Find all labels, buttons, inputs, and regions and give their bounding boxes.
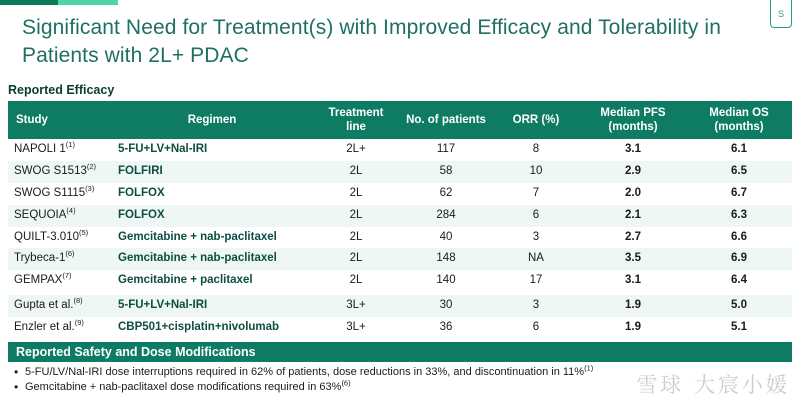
cell-treatment-line: 2L [312, 161, 400, 183]
cell-pfs: 1.9 [580, 317, 686, 339]
cell-patients: 58 [400, 161, 492, 183]
cell-patients: 284 [400, 205, 492, 227]
corner-badge: S [770, 0, 792, 28]
cell-regimen: 5-FU+LV+Nal-IRI [112, 294, 312, 317]
table-row [8, 139, 792, 161]
cell-os: 6.5 [686, 161, 792, 183]
cell-study [8, 183, 112, 205]
cell-patients: 148 [400, 248, 492, 270]
column-header-study: Study [8, 101, 112, 140]
cell-study [8, 161, 112, 183]
study-name: NAPOLI 1 [14, 143, 66, 156]
cell-regimen: 5-FU+LV+Nal-IRI [112, 139, 312, 161]
cell-os: 6.6 [686, 227, 792, 249]
cell-orr: 3 [492, 294, 580, 317]
cell-patients: 30 [400, 294, 492, 317]
study-footnote: (9) [74, 317, 84, 327]
cell-orr: 3 [492, 227, 580, 249]
accent-bar-segment-dark [0, 0, 58, 5]
list-item [14, 380, 792, 395]
safety-section-label: Reported Safety and Dose Modifications [8, 342, 792, 362]
study-footnote: (3) [85, 184, 95, 194]
table-header-row [8, 101, 792, 140]
study-footnote: (1) [65, 140, 75, 150]
accent-bar-segment-light [58, 0, 118, 5]
bullet-text: 5-FU/LV/Nal-IRI dose interruptions required in 62% of patients, dose reductions in 33%, and discontinuation in 11% [25, 365, 585, 378]
study-name: SWOG S1115 [14, 187, 86, 200]
list-item [14, 362, 792, 380]
bullet-footnote: (1) [584, 362, 594, 372]
cell-pfs: 3.5 [580, 248, 686, 270]
column-header-median-pfs: Median PFS (months) [580, 101, 686, 140]
cell-study [8, 317, 112, 339]
cell-study [8, 248, 112, 270]
cell-patients: 117 [400, 139, 492, 161]
study-name: Enzler et al. [14, 320, 75, 333]
cell-treatment-line: 2L [312, 205, 400, 227]
cell-orr: 8 [492, 139, 580, 161]
study-name: Gupta et al. [14, 299, 74, 312]
table-row [8, 205, 792, 227]
cell-os: 6.1 [686, 139, 792, 161]
table-row [8, 248, 792, 270]
study-name: SEQUOIA [14, 208, 67, 221]
column-header-regimen: Regimen [112, 101, 312, 140]
cell-os: 6.4 [686, 270, 792, 293]
cell-pfs: 2.0 [580, 183, 686, 205]
cell-patients: 62 [400, 183, 492, 205]
cell-treatment-line: 2L+ [312, 139, 400, 161]
table-row [8, 183, 792, 205]
cell-os: 6.9 [686, 248, 792, 270]
efficacy-table [8, 101, 792, 339]
study-name: SWOG S1513 [14, 165, 87, 178]
cell-treatment-line: 2L [312, 270, 400, 293]
page-title: Significant Need for Treatment(s) with Improved Efficacy and Tolerability in Patients with 2L+ PDAC [22, 16, 721, 68]
cell-os: 6.7 [686, 183, 792, 205]
cell-pfs: 3.1 [580, 270, 686, 293]
cell-os: 6.3 [686, 205, 792, 227]
column-header-no-of-patients: No. of patients [400, 101, 492, 140]
bullet-text: Gemcitabine + nab-paclitaxel dose modifications required in 63% [25, 381, 342, 394]
cell-regimen: FOLFIRI [112, 161, 312, 183]
cell-pfs: 1.9 [580, 294, 686, 317]
study-footnote: (7) [62, 271, 72, 281]
cell-orr: 17 [492, 270, 580, 293]
cell-orr: 6 [492, 317, 580, 339]
table-row [8, 294, 792, 317]
column-header-treatment-line: Treatment line [312, 101, 400, 140]
cell-orr: 7 [492, 183, 580, 205]
table-row [8, 161, 792, 183]
cell-pfs: 2.1 [580, 205, 686, 227]
cell-treatment-line: 2L [312, 183, 400, 205]
table-row [8, 227, 792, 249]
cell-regimen: CBP501+cisplatin+nivolumab [112, 317, 312, 339]
cell-treatment-line: 2L [312, 227, 400, 249]
cell-regimen: FOLFOX [112, 183, 312, 205]
study-footnote: (6) [65, 249, 75, 259]
cell-treatment-line: 3L+ [312, 294, 400, 317]
column-header-median-os: Median OS (months) [686, 101, 792, 140]
cell-study [8, 294, 112, 317]
study-footnote: (5) [79, 227, 89, 237]
table-row [8, 317, 792, 339]
study-name: GEMPAX [14, 274, 63, 287]
study-name: QUILT-3.010 [14, 230, 79, 243]
cell-os: 5.1 [686, 317, 792, 339]
cell-regimen: Gemcitabine + nab-paclitaxel [112, 227, 312, 249]
study-footnote: (8) [73, 296, 83, 306]
cell-orr: 6 [492, 205, 580, 227]
study-name: Trybeca-1 [14, 252, 66, 265]
cell-treatment-line: 3L+ [312, 317, 400, 339]
cell-pfs: 2.7 [580, 227, 686, 249]
cell-patients: 140 [400, 270, 492, 293]
cell-patients: 36 [400, 317, 492, 339]
study-footnote: (2) [86, 162, 97, 172]
cell-orr: NA [492, 248, 580, 270]
cell-patients: 40 [400, 227, 492, 249]
cell-study [8, 139, 112, 161]
accent-bar [0, 0, 118, 5]
study-footnote: (4) [66, 206, 76, 215]
safety-bullet-list [0, 362, 800, 396]
cell-regimen: Gemcitabine + nab-paclitaxel [112, 248, 312, 270]
cell-study [8, 270, 112, 293]
cell-regimen: FOLFOX [112, 205, 312, 227]
efficacy-section-label: Reported Efficacy [8, 82, 115, 97]
cell-os: 5.0 [686, 294, 792, 317]
cell-pfs: 2.9 [580, 161, 686, 183]
watermark: 雪球 大宸小媛 [636, 373, 790, 397]
cell-regimen: Gemcitabine + paclitaxel [112, 270, 312, 293]
cell-pfs: 3.1 [580, 139, 686, 161]
bullet-footnote: (6) [341, 378, 351, 388]
column-header-orr: ORR (%) [492, 101, 580, 140]
cell-study [8, 205, 112, 227]
cell-treatment-line: 2L [312, 248, 400, 270]
cell-study [8, 227, 112, 249]
cell-orr: 10 [492, 161, 580, 183]
table-row [8, 270, 792, 293]
